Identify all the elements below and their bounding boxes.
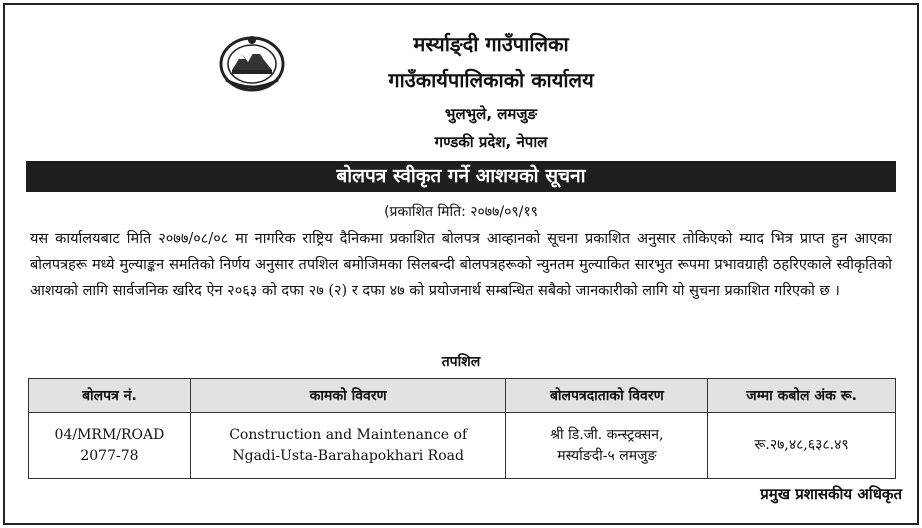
bidder-line1: श्री डि.जी. कन्स्ट्रक्सन, [550,426,664,443]
amount-cell: रू.२७,४८,६३८.४९ [708,413,896,479]
notice-body: यस कार्यालयबाट मिति २०७७/०८/०८ मा नागरिक राष्ट्रिय दैनिकमा प्रकाशित बोलपत्र आव्हानको सूचना प्रकाशित अनुसार तोकिएको म्याद भित्र प्राप्त हुन आएका बोलपत्रहरू मध्ये मुल्याङ्कन समतिको निर्णय अनुसार तपशिल बमोजिमका सिलबन्दी बोलपत्रहरूको न्युनतम मुल्याकित सारभुत रूपमा प्रभावग्राही ठहरिएकाले स्वीकृतिको आशयको लागि सार्वजनिक खरिद ऐन २०६३ को दफा २७ (२) र दफा ४७ को प्रयोजनार्थ सम्बन्धित सबैको जानकारीको लागि यो सुचना प्रकाशित गरिएको छ । [30,231,892,299]
col-header-bidder: बोलपत्रदाताको विवरण [506,379,708,413]
province: गण्डकी प्रदेश, नेपाल [434,133,548,151]
work-line1: Construction and Maintenance of [229,426,468,443]
col-header-bid-no: बोलपत्र नं. [29,379,191,413]
bid-no-cell [29,413,191,479]
col-header-amount: जम्मा कबोल अंक रू. [708,379,896,413]
bid-no-line1: 04/MRM/ROAD [54,426,165,443]
table-row [29,413,896,479]
schedule-label: तपशिल [441,354,481,370]
bidder-cell [506,413,708,479]
location: भुलभुले, लमजुङ [444,105,538,123]
office-name: गाउँकार्यपालिकाको कार्यालय [388,68,594,92]
table-header-row [29,379,896,413]
published-date: (प्रकाशित मिति: २०७७/०९/१९ [384,204,538,220]
signature: प्रमुख प्रशासकीय अधिकृत [760,485,902,503]
notice-title-banner: बोलपत्र स्वीकृत गर्ने आशयको सूचना [26,161,896,192]
org-name: मर्स्याङ्दी गाउँपालिका [413,32,569,56]
work-cell [190,413,506,479]
bid-no-line2: 2077-78 [80,447,139,464]
bid-table [28,378,896,479]
col-header-work: कामको विवरण [190,379,506,413]
bidder-line2: मर्स्याङदी-५ लमजुङ [557,447,657,464]
work-line2: Ngadi-Usta-Barahapokhari Road [232,447,464,464]
